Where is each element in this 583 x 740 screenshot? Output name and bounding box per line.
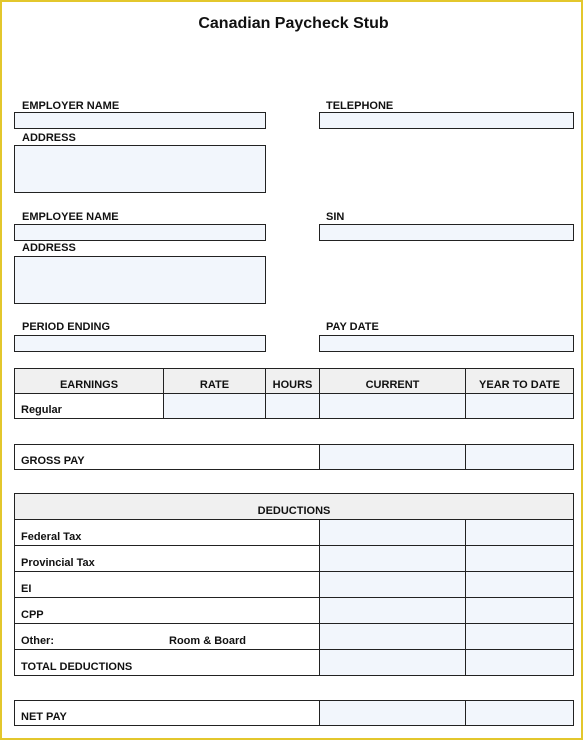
provincial-tax-row-label — [14, 545, 320, 572]
employee-address-label: ADDRESS — [22, 242, 76, 254]
period-ending-label: PERIOD ENDING — [22, 321, 111, 333]
total-deductions-ytd-cell[interactable] — [465, 649, 574, 676]
net-pay-row-label — [14, 700, 320, 726]
other-detail-text: Room & Board — [169, 635, 246, 647]
other-current-cell[interactable] — [319, 623, 466, 650]
regular-rate-cell[interactable] — [163, 393, 266, 419]
total-deductions-current-cell[interactable] — [319, 649, 466, 676]
pay-date-label: PAY DATE — [326, 321, 379, 333]
employer-name-label: EMPLOYER NAME — [22, 100, 120, 112]
ei-label-text: EI — [21, 583, 32, 595]
sin-field[interactable] — [319, 224, 574, 241]
page-title: Canadian Paycheck Stub — [198, 15, 389, 32]
federal-tax-row-label — [14, 519, 320, 546]
federal-tax-current-cell[interactable] — [319, 519, 466, 546]
employee-name-label: EMPLOYEE NAME — [22, 211, 119, 223]
cpp-row-label — [14, 597, 320, 624]
year-to-date-column-header: YEAR TO DATE — [465, 368, 574, 394]
telephone-label: TELEPHONE — [326, 100, 394, 112]
employer-name-field[interactable] — [14, 112, 266, 129]
provincial-tax-label-text: Provincial Tax — [21, 557, 95, 569]
regular-current-cell[interactable] — [319, 393, 466, 419]
other-ytd-cell[interactable] — [465, 623, 574, 650]
deductions-header: DEDUCTIONS — [14, 493, 574, 520]
gross-pay-row-label — [14, 444, 320, 470]
total-deductions-row-label — [14, 649, 320, 676]
ei-row-label — [14, 571, 320, 598]
employer-address-field[interactable] — [14, 145, 266, 193]
period-ending-field[interactable] — [14, 335, 266, 352]
net-pay-current-cell[interactable] — [319, 700, 466, 726]
regular-ytd-cell[interactable] — [465, 393, 574, 419]
telephone-field[interactable] — [319, 112, 574, 129]
ei-ytd-cell[interactable] — [465, 571, 574, 598]
gross-pay-label-text: GROSS PAY — [21, 455, 85, 467]
other-label-text: Other: — [21, 635, 54, 647]
current-column-header: CURRENT — [319, 368, 466, 394]
federal-tax-ytd-cell[interactable] — [465, 519, 574, 546]
employee-name-field[interactable] — [14, 224, 266, 241]
earnings-column-header: EARNINGS — [14, 368, 164, 394]
regular-row-label — [14, 393, 164, 419]
gross-pay-current-cell[interactable] — [319, 444, 466, 470]
regular-label-text: Regular — [21, 404, 62, 416]
provincial-tax-current-cell[interactable] — [319, 545, 466, 572]
gross-pay-ytd-cell[interactable] — [465, 444, 574, 470]
federal-tax-label-text: Federal Tax — [21, 531, 82, 543]
cpp-ytd-cell[interactable] — [465, 597, 574, 624]
ei-current-cell[interactable] — [319, 571, 466, 598]
regular-hours-cell[interactable] — [265, 393, 320, 419]
employer-address-label: ADDRESS — [22, 132, 76, 144]
provincial-tax-ytd-cell[interactable] — [465, 545, 574, 572]
net-pay-label-text: NET PAY — [21, 711, 67, 723]
cpp-current-cell[interactable] — [319, 597, 466, 624]
other-row-label — [14, 623, 320, 650]
rate-column-header: RATE — [163, 368, 266, 394]
pay-date-field[interactable] — [319, 335, 574, 352]
net-pay-ytd-cell[interactable] — [465, 700, 574, 726]
total-deductions-label-text: TOTAL DEDUCTIONS — [21, 661, 133, 673]
hours-column-header: HOURS — [265, 368, 320, 394]
sin-label: SIN — [326, 211, 345, 223]
cpp-label-text: CPP — [21, 609, 44, 621]
employee-address-field[interactable] — [14, 256, 266, 304]
